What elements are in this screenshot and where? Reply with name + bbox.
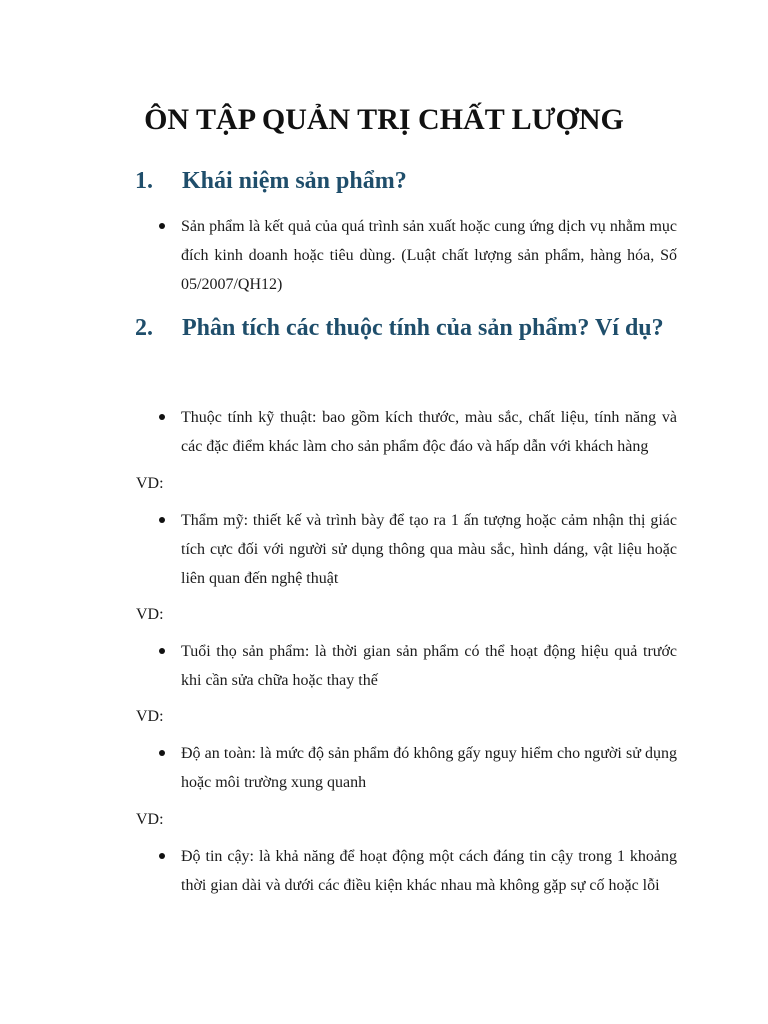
- section-2-bullet-2: Thẩm mỹ: thiết kế và trình bày để tạo ra 1 ấn tượng hoặc cảm nhận thị giác tích cực đối với người sử dụng thông qua màu sắc, hình dáng, vật liệu hoặc liên quan đến nghệ thuật: [181, 506, 677, 593]
- section-2-number: 2.: [135, 315, 153, 341]
- section-2-bullet-3: Tuổi thọ sản phẩm: là thời gian sản phẩm có thể hoạt động hiệu quả trước khi cần sửa chữa hoặc thay thế: [181, 637, 677, 695]
- example-label-1: VD:: [136, 475, 164, 492]
- section-2-bullet-1: Thuộc tính kỹ thuật: bao gồm kích thước, màu sắc, chất liệu, tính năng và các đặc điểm khác làm cho sản phẩm độc đáo và hấp dẫn với khách hàng: [181, 403, 677, 461]
- section-2-bullet-4: Độ an toàn: là mức độ sản phẩm đó không gấy nguy hiểm cho người sử dụng hoặc môi trường xung quanh: [181, 739, 677, 797]
- example-label-3: VD:: [136, 708, 164, 725]
- example-label-2: VD:: [136, 606, 164, 623]
- example-label-4: VD:: [136, 811, 164, 828]
- section-2-bullet-5: Độ tin cậy: là khả năng để hoạt động một cách đáng tin cậy trong 1 khoảng thời gian dài và dưới các điều kiện khác nhau mà không gặp sự cố hoặc lỗi: [181, 842, 677, 900]
- document-title: ÔN TẬP QUẢN TRỊ CHẤT LƯỢNG: [144, 103, 624, 136]
- section-1-bullet-1: Sản phẩm là kết quả của quá trình sản xuất hoặc cung ứng dịch vụ nhằm mục đích kinh doanh hoặc tiêu dùng. (Luật chất lượng sản phẩm, hàng hóa, Số 05/2007/QH12): [181, 212, 677, 299]
- section-2-heading: [90, 306, 677, 350]
- section-1-title: Khái niệm sản phẩm?: [182, 168, 407, 194]
- section-1-number: 1.: [135, 168, 153, 194]
- section-1-heading: [90, 159, 677, 203]
- section-2-title: Phân tích các thuộc tính của sản phẩm? Ví dụ?: [182, 315, 664, 341]
